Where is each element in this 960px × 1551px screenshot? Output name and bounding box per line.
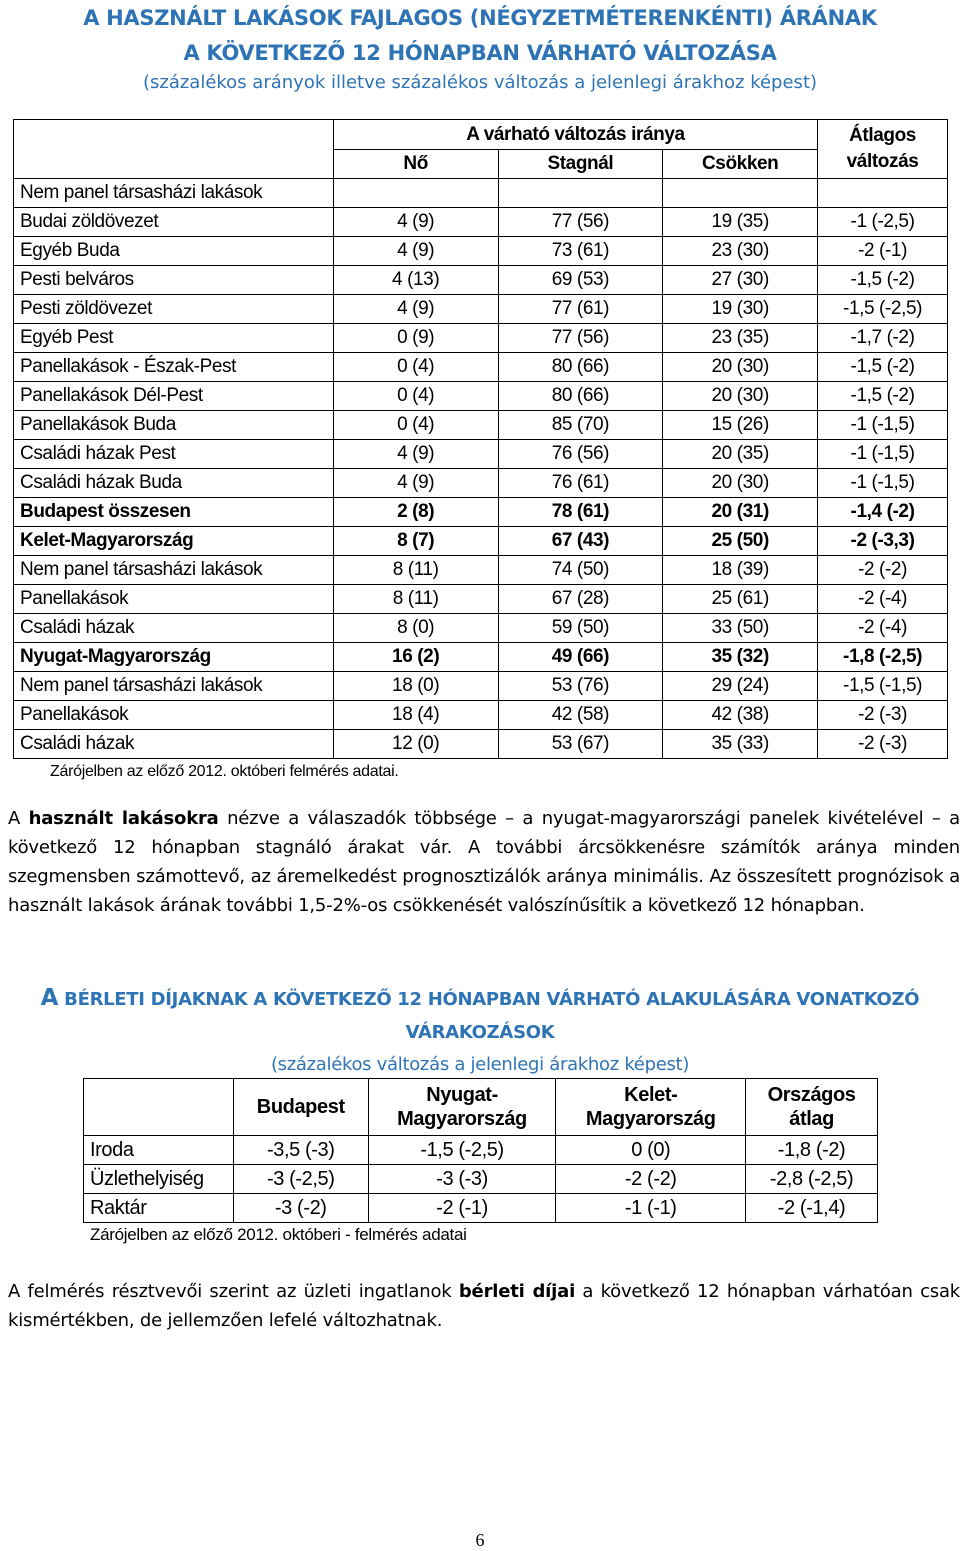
cell-csokken: 25 (61) [663,585,818,614]
table-row [14,353,948,382]
cell-avg: -2 (-3) [818,701,948,730]
cell-avg: -1 (-2,5) [818,208,948,237]
cell-csokken: 25 (50) [663,527,818,556]
cell-csokken: 33 (50) [663,614,818,643]
paragraph-used-apartments: A használt lakásokra nézve a válaszadók többsége – a nyugat-magyarországi panelek kivételével – a következő 12 hónapban stagnáló árakat vár. A további árcsökkenésre számítók aránya minden szegmensben számottevő, az áremelkedést prognosztizálók aránya minimális. Az összesített prognózisok a használt lakások árának további 1,5-2%-os csökkenését valószínűsítik a következő 12 hónapban. [8,808,960,916]
cell-no: 4 (9) [333,295,498,324]
table2-header-budapest: Budapest [233,1079,368,1136]
cell-csokken: 23 (30) [663,237,818,266]
table-row [14,295,948,324]
rent-title-line2: VÁRAKOZÁSOK [405,1022,555,1043]
row-label: Nyugat-Magyarország [14,643,334,672]
table-cell: -2 (-1) [368,1194,556,1223]
cell-avg: -2 (-3,3) [818,527,948,556]
cell-csokken: 35 (32) [663,643,818,672]
paragraph-rents: A felmérés résztvevői szerint az üzleti ingatlanok bérleti díjai a következő 12 hónapban várhatóan csak kismértékben, de jellemzően lefelé változhatnak. [8,1281,960,1331]
cell-csokken: 20 (30) [663,353,818,382]
cell-avg: -1 (-1,5) [818,411,948,440]
paragraph1-bold: használt lakásokra [28,808,219,829]
cell-stagnal: 80 (66) [498,382,663,411]
cell-stagnal: 85 (70) [498,411,663,440]
cell-stagnal: 77 (56) [498,324,663,353]
table-row [14,324,948,353]
row-label: Egyéb Buda [14,237,334,266]
cell-avg: -2 (-4) [818,585,948,614]
cell-csokken: 29 (24) [663,672,818,701]
cell-no: 4 (9) [333,208,498,237]
table1-header-stagnal: Stagnál [498,150,663,179]
housing-price-table [13,119,948,759]
paragraph2-bold: bérleti díjai [458,1281,576,1302]
cell-no: 12 (0) [333,730,498,759]
table-row [14,208,948,237]
table-row [14,411,948,440]
table-row [14,469,948,498]
cell-csokken: 35 (33) [663,730,818,759]
row-label: Családi házak [14,614,334,643]
row-label: Családi házak [14,730,334,759]
table1-corner-cell [14,120,334,179]
table-row [14,440,948,469]
cell-no: 8 (7) [333,527,498,556]
row-label: Panellakások Dél-Pest [14,382,334,411]
table-row [14,556,948,585]
table-row [14,672,948,701]
row-label: Panellakások [14,585,334,614]
cell-stagnal: 77 (56) [498,208,663,237]
cell-csokken: 18 (39) [663,556,818,585]
cell-stagnal: 67 (43) [498,527,663,556]
cell-csokken: 42 (38) [663,701,818,730]
table-cell: -3 (-2,5) [233,1165,368,1194]
page-title-line2: A KÖVETKEZŐ 12 HÓNAPBAN VÁRHATÓ VÁLTOZÁSA [183,41,777,65]
row-label: Budapest összesen [14,498,334,527]
cell-avg: -2 (-2) [818,556,948,585]
row-label: Üzlethelyiség [84,1165,234,1194]
table-row [84,1136,878,1165]
cell-avg: -2 (-3) [818,730,948,759]
table-cell: -2,8 (-2,5) [746,1165,878,1194]
cell-no: 0 (4) [333,353,498,382]
cell-avg: -1 (-1,5) [818,440,948,469]
cell-no: 18 (0) [333,672,498,701]
table-row [14,614,948,643]
cell-avg: -2 (-4) [818,614,948,643]
table-cell: -1,5 (-2,5) [368,1136,556,1165]
row-label: Raktár [84,1194,234,1223]
row-label: Családi házak Buda [14,469,334,498]
cell-avg: -1,7 (-2) [818,324,948,353]
table1-header-avg: Átlagos változás [818,120,948,179]
cell-stagnal: 80 (66) [498,353,663,382]
page-number: 6 [475,1530,485,1550]
cell-no: 8 (11) [333,585,498,614]
cell-no: 2 (8) [333,498,498,527]
cell-no: 4 (9) [333,237,498,266]
table-row [14,266,948,295]
cell-avg: -1,5 (-2) [818,382,948,411]
cell-stagnal: 53 (76) [498,672,663,701]
cell-csokken: 20 (35) [663,440,818,469]
cell-csokken: 19 (30) [663,295,818,324]
table2-corner-cell [84,1079,234,1136]
table-row [14,498,948,527]
table-row [14,237,948,266]
rent-table [83,1078,878,1223]
table-cell: -3 (-2) [233,1194,368,1223]
cell-stagnal: 67 (28) [498,585,663,614]
page-title-line1: A HASZNÁLT LAKÁSOK FAJLAGOS (NÉGYZETMÉTERENKÉNTI) ÁRÁNAK [83,6,877,30]
row-label: Budai zöldövezet [14,208,334,237]
cell-no: 4 (9) [333,469,498,498]
cell-avg: -1,5 (-1,5) [818,672,948,701]
rent-title-line1: A BÉRLETI DÍJAKNAK A KÖVETKEZŐ 12 HÓNAPBAN VÁRHATÓ ALAKULÁSÁRA VONATKOZÓ [40,985,920,1011]
cell-stagnal: 49 (66) [498,643,663,672]
table2-header-nyugat: Nyugat-Magyarország [368,1079,556,1136]
table2-header-kelet: Kelet-Magyarország [556,1079,746,1136]
cell-stagnal: 42 (58) [498,701,663,730]
table-cell: -3,5 (-3) [233,1136,368,1165]
table1-section-label: Nem panel társasházi lakások [14,179,334,208]
row-label: Kelet-Magyarország [14,527,334,556]
cell-stagnal: 73 (61) [498,237,663,266]
table-row [14,527,948,556]
table1-header-no: Nő [333,150,498,179]
cell-no: 8 (11) [333,556,498,585]
cell-stagnal: 76 (56) [498,440,663,469]
cell-no: 8 (0) [333,614,498,643]
table-row [14,585,948,614]
table-cell: -2 (-1,4) [746,1194,878,1223]
row-label: Panellakások [14,701,334,730]
cell-csokken: 15 (26) [663,411,818,440]
cell-stagnal: 53 (67) [498,730,663,759]
table1-header-csokken: Csökken [663,150,818,179]
cell-csokken: 20 (30) [663,469,818,498]
table-cell: -1 (-1) [556,1194,746,1223]
row-label: Panellakások - Észak-Pest [14,353,334,382]
row-label: Nem panel társasházi lakások [14,556,334,585]
cell-csokken: 20 (31) [663,498,818,527]
table-row [14,382,948,411]
table-row [14,643,948,672]
cell-csokken: 19 (35) [663,208,818,237]
cell-no: 18 (4) [333,701,498,730]
row-label: Családi házak Pest [14,440,334,469]
table2-note: Zárójelben az előző 2012. októberi - felmérés adatai [90,1225,467,1244]
cell-csokken: 23 (35) [663,324,818,353]
cell-stagnal: 59 (50) [498,614,663,643]
table1-note: Zárójelben az előző 2012. októberi felmérés adatai. [50,763,399,780]
row-label: Pesti belváros [14,266,334,295]
table-cell: -2 (-2) [556,1165,746,1194]
cell-csokken: 20 (30) [663,382,818,411]
cell-stagnal: 78 (61) [498,498,663,527]
cell-no: 4 (13) [333,266,498,295]
table1-header-group: A várható változás iránya [333,120,817,150]
cell-stagnal: 77 (61) [498,295,663,324]
table-row [84,1165,878,1194]
table-cell: 0 (0) [556,1136,746,1165]
row-label: Iroda [84,1136,234,1165]
cell-no: 0 (9) [333,324,498,353]
row-label: Nem panel társasházi lakások [14,672,334,701]
cell-csokken: 27 (30) [663,266,818,295]
cell-stagnal: 76 (61) [498,469,663,498]
table-row [14,730,948,759]
table-cell: -3 (-3) [368,1165,556,1194]
table-row [14,701,948,730]
page-subtitle: (százalékos arányok illetve százalékos változás a jelenlegi árakhoz képest) [142,72,818,93]
cell-avg: -1,4 (-2) [818,498,948,527]
cell-avg: -1,5 (-2,5) [818,295,948,324]
table2-header-orszagos: Országos átlag [746,1079,878,1136]
row-label: Egyéb Pest [14,324,334,353]
cell-stagnal: 69 (53) [498,266,663,295]
cell-stagnal: 74 (50) [498,556,663,585]
cell-no: 4 (9) [333,440,498,469]
cell-avg: -1,5 (-2) [818,266,948,295]
cell-avg: -1,5 (-2) [818,353,948,382]
cell-no: 0 (4) [333,382,498,411]
cell-avg: -1,8 (-2,5) [818,643,948,672]
cell-no: 0 (4) [333,411,498,440]
table-cell: -1,8 (-2) [746,1136,878,1165]
table-row [84,1194,878,1223]
row-label: Panellakások Buda [14,411,334,440]
row-label: Pesti zöldövezet [14,295,334,324]
rent-subtitle: (százalékos változás a jelenlegi árakhoz képest) [270,1054,690,1075]
cell-avg: -2 (-1) [818,237,948,266]
cell-avg: -1 (-1,5) [818,469,948,498]
cell-no: 16 (2) [333,643,498,672]
